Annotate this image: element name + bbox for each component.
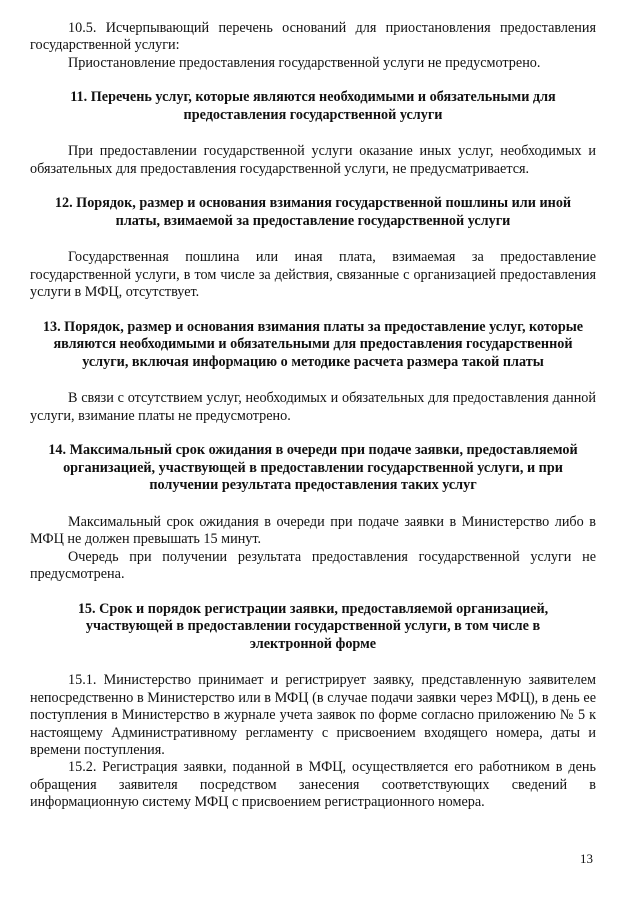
paragraph-14-a: Максимальный срок ожидания в очереди при подаче заявки в Министерство либо в МФЦ не должен превышать 15 минут. <box>30 514 596 548</box>
heading-section-11: 11. Перечень услуг, которые являются необходимыми и обязательными для предоставления государственной услуги <box>70 89 556 123</box>
heading-section-12: 12. Порядок, размер и основания взимания государственной пошлины или иной платы, взимаемой за предоставление государственной услуги <box>54 195 572 229</box>
paragraph-12: Государственная пошлина или иная плата, взимаемая за предоставление государственной услуги, в том числе за действия, связанные с организацией предоставления услуги в МФЦ, отсутствует. <box>30 249 596 301</box>
page-number: 13 <box>580 851 593 866</box>
heading-section-15: 15. Срок и порядок регистрации заявки, предоставляемой организацией, участвующей в предоставлении государственной услуги, в том числе в электронной форме <box>77 600 549 652</box>
paragraph-14-b: Очередь при получении результата предоставления государственной услуги не предусмотрена. <box>30 548 596 583</box>
heading-section-14: 14. Максимальный срок ожидания в очереди при подаче заявки, предоставляемой организацией, участвующей в предоставлении государственной услуги, и при получении результата предоставления таких услуг <box>48 442 578 494</box>
paragraph-10-5-a: 10.5. Исчерпывающий перечень оснований для приостановления предоставления государственной услуги: <box>30 20 596 54</box>
heading-section-13: 13. Порядок, размер и основания взимания платы за предоставление услуг, которые являются необходимыми и обязательными для предоставления государственной услуги, включая информацию о методике расчета размера такой платы <box>42 318 584 370</box>
paragraph-15-1: 15.1. Министерство принимает и регистрирует заявку, представленную заявителем непосредственно в Министерство или в МФЦ (в случае подачи заявки через МФЦ), в день ее поступления в Министерство в журнале учета заявок по форме согласно приложению № 5 к настоящему Административному регламенту с присвоением входящего номера, даты и времени поступления. <box>30 672 596 759</box>
paragraph-13: В связи с отсутствием услуг, необходимых и обязательных для предоставления данной услуги, взимание платы не предусмотрено. <box>30 390 596 424</box>
paragraph-11: При предоставлении государственной услуги оказание иных услуг, необходимых и обязательных для предоставления государственной услуги, не предусматривается. <box>30 143 596 177</box>
document-page <box>30 20 596 812</box>
paragraph-15-2: 15.2. Регистрация заявки, поданной в МФЦ, осуществляется его работником в день обращения заявителя посредством занесения соответствующих сведений в информационную систему МФЦ с присвоением регистрационного номера. <box>30 759 596 811</box>
paragraph-10-5-b: Приостановление предоставления государственной услуги не предусмотрено. <box>68 54 541 71</box>
